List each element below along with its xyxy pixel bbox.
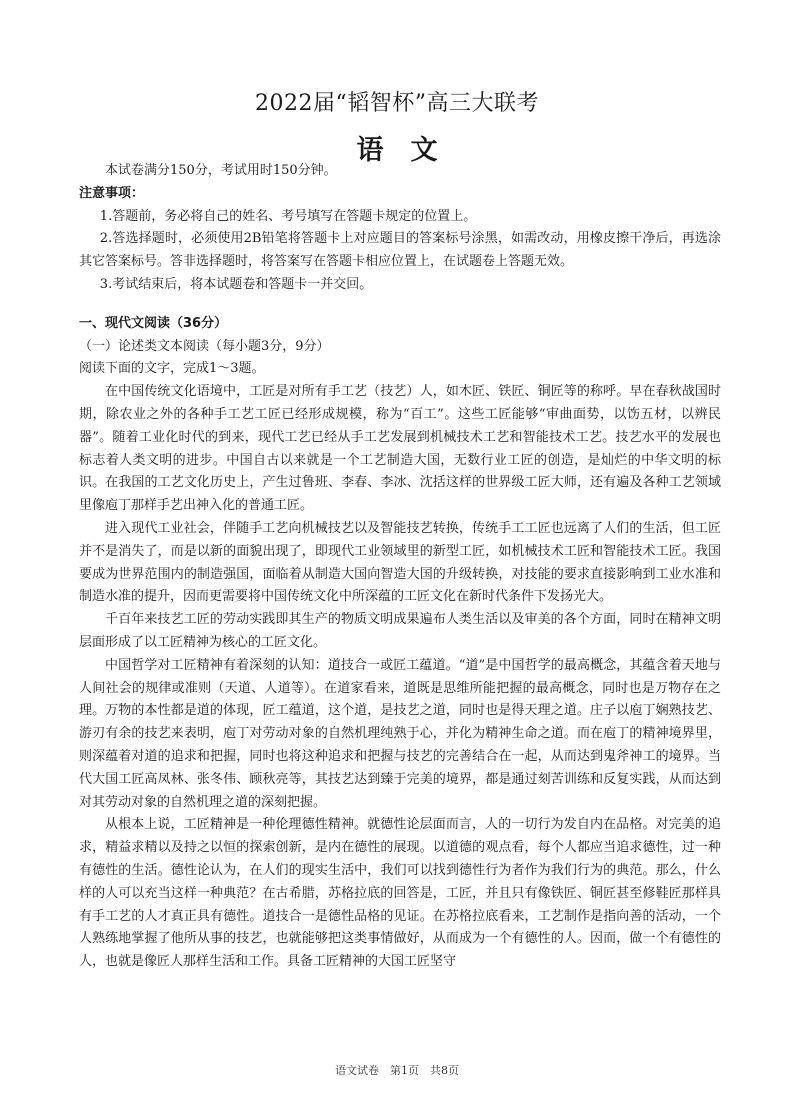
reading-instruction: 阅读下面的文字，完成1～3题。 — [79, 361, 265, 377]
page-content — [79, 160, 721, 974]
exam-title: 2022届“韬智杯”高三大联考 — [255, 91, 539, 116]
passage-paragraph: 千百年来技艺工匠的劳动实践即其生产的物质文明成果遍布人类生活以及审美的各个方面，同时在精神文明层面形成了以工匠精神为核心的工匠文化。 — [79, 612, 721, 650]
exam-info: 本试卷满分150分，考试用时150分钟。 — [105, 163, 337, 178]
section-subheading: （一）论述类文本阅读（每小题3分，9分） — [79, 338, 330, 354]
passage-paragraph: 进入现代工业社会，伴随手工艺向机械技艺以及智能技艺转换，传统手工工匠也远离了人们的生活，但工匠并不是消失了，而是以新的面貌出现了，即现代工业领域里的新型工匠，如机械技术工匠和智能技术工匠。我国要成为世界范围内的制造强国，面临着从制造大国向智造大国的升级转换，对技能的要求直接影响到工业水准和制造水准的提升，因而更需要将中国传统文化中所深蕴的工匠文化在新时代条件下发扬光大。 — [79, 520, 721, 605]
passage-paragraph: 从根本上说，工匠精神是一种伦理德性精神。就德性论层面而言，人的一切行为发自内在品格。对完美的追求，精益求精以及持之以恒的探索创新，是内在德性的展现。以道德的观点看，每个人都应当追求德性，过一种有德性的生活。德性论认为，在人们的现实生活中，我们可以找到德性行为者作为我们行为的典范。那么，什么样的人可以充当这样一种典范？在古希腊，苏格拉底的回答是，工匠，并且只有像铁匠、铜匠甚至修鞋匠那样具有手工艺的人才真正具有德性。道技合一是德性品格的见证。在苏格拉底看来，工艺制作是指向善的活动，一个人熟练地掌握了他所从事的技艺，也就能够把这类事情做好，从而成为一个有德性的人。因而，做一个有德性的人，也就是像匠人那样生活和工作。具备工匠精神的大国工匠坚守 — [79, 817, 721, 970]
notice-item: 3.考试结束后，将本试题卷和答题卡一并交回。 — [99, 276, 373, 292]
section-heading: 一、现代文阅读（36分） — [79, 315, 228, 331]
spacer — [79, 297, 721, 313]
page-footer: 语文试卷 第1页 共8页 — [335, 1064, 459, 1077]
notice-item: 2.答选择题时，必须使用2B铅笔将答题卡上对应题目的答案标号涂黑，如需改动，用橡皮擦干净后，再选涂其它答案标号。答非选择题时，将答案写在答题卡相应位置上，在试题卷上答题无效。 — [79, 231, 721, 270]
passage-paragraph: 在中国传统文化语境中，工匠是对所有手工艺（技艺）人，如木匠、铁匠、铜匠等的称呼。早在春秋战国时期，除农业之外的各种手工艺工匠已经形成规模，称为“百工”。这些工匠能够“审曲面势，以饬五材，以辨民器”。随着工业化时代的到来，现代工艺已经从手工艺发展到机械技术工艺和智能技术工艺。技艺水平的发展也标志着人类文明的进步。中国自古以来就是一个工艺制造大国，无数行业工匠的创造，是灿烂的中华文明的标识。在我国的工艺文化历史上，产生过鲁班、李春、李冰、沈括这样的世界级工匠大师，还有遍及各种工艺领域里像庖丁那样手艺出神入化的普通工匠。 — [79, 384, 721, 514]
passage-paragraph: 中国哲学对工匠精神有着深刻的认知：道技合一或匠工蕴道。“道”是中国哲学的最高概念，其蕴含着天地与人间社会的规律或准则（天道、人道等）。在道家看来，道既是思维所能把握的最高概念，同时也是万物存在之理。万物的本性都是道的体现，匠工蕴道，这个道，是技艺之道，同时也是得天理之道。庄子以庖丁娴熟技艺、游刃有余的技艺来表明，庖丁对劳动对象的自然机理纯熟于心，并化为精神生命之道。而在庖丁的精神境界里，则深蕴着对道的追求和把握，同时也将这种追求和把握与技艺的完善结合在一起，从而达到鬼斧神工的境界。当代大国工匠高凤林、张冬伟、顾秋亮等，其技艺达到臻于完美的境界，都是通过刻苦训练和反复实践，从而达到对其劳动对象的自然机理之道的深刻把握。 — [79, 657, 721, 810]
subject-title: 语 文 — [356, 135, 438, 166]
notice-heading: 注意事项： — [79, 185, 145, 201]
notice-item: 1.答题前，务必将自己的姓名、考号填写在答题卡规定的位置上。 — [99, 208, 477, 224]
